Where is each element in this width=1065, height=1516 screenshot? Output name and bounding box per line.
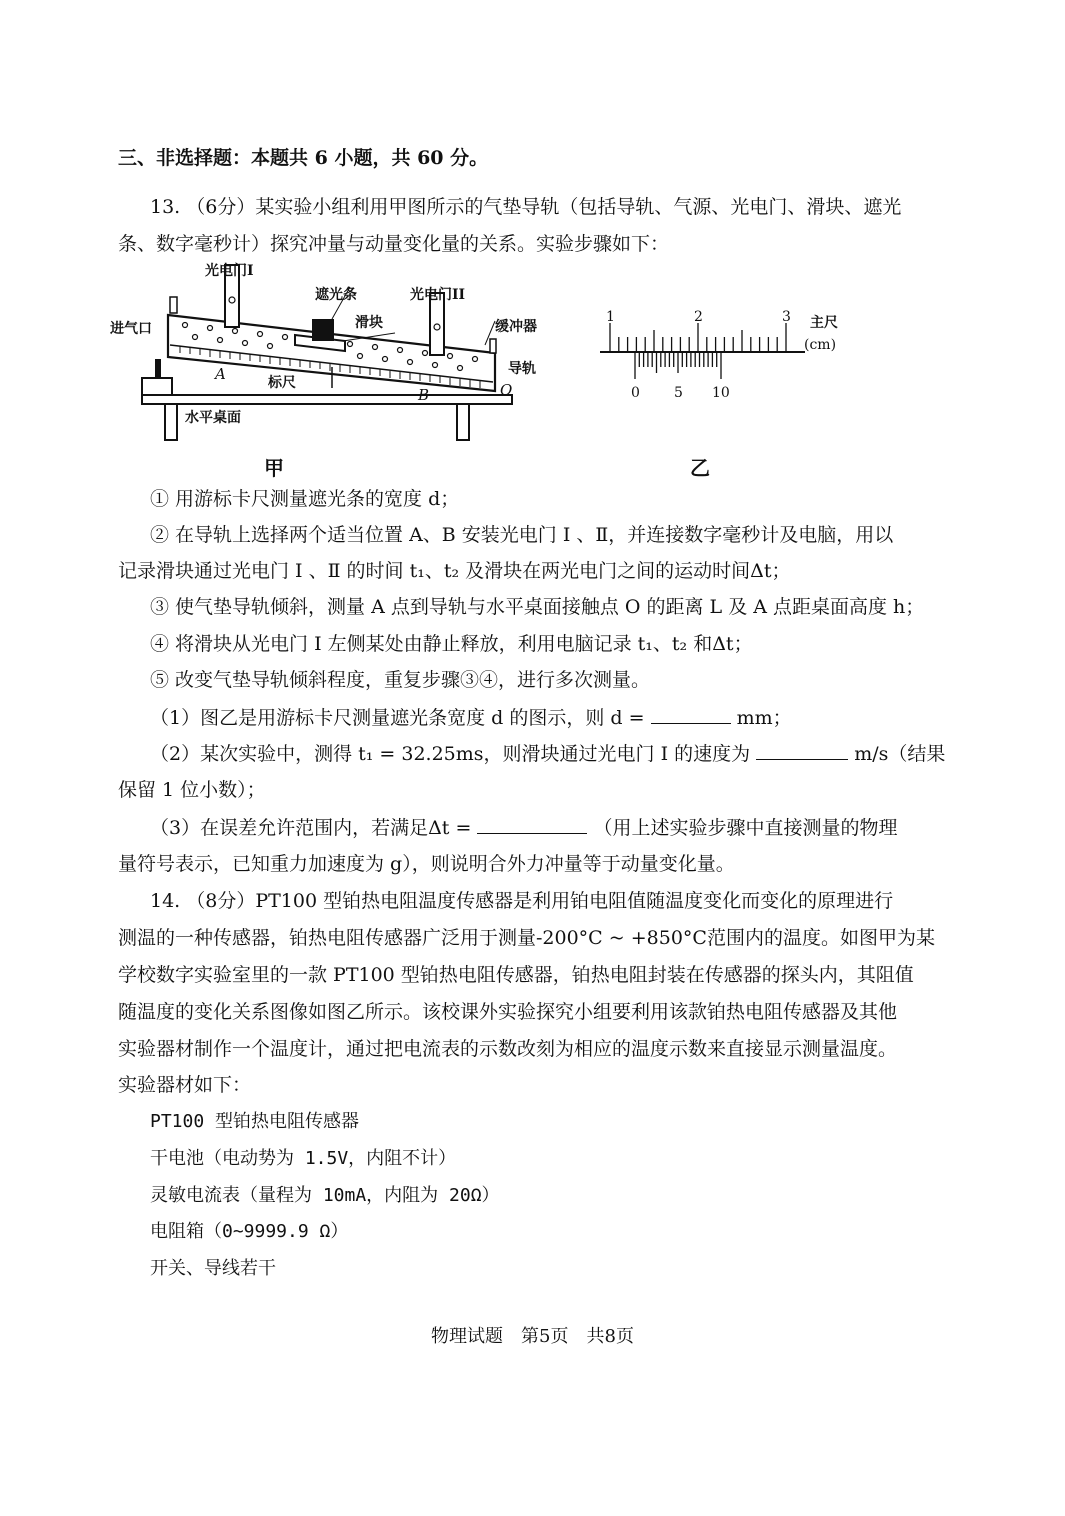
page-footer: 物理试题 第5页 共8页	[431, 1326, 634, 1347]
q13-step-1: ① 用游标卡尺测量遮光条的宽度 d；	[150, 488, 460, 510]
label-scale: 标尺	[268, 375, 296, 391]
q13-intro-line-2: 条、数字毫秒计）探究冲量与动量变化量的关系。实验步骤如下：	[118, 233, 670, 255]
figure-jia-air-track	[100, 255, 560, 445]
main-tick-1: 1	[606, 309, 615, 325]
q13-step-2: ② 在导轨上选择两个适当位置 A、B 安装光电门 Ⅰ 、Ⅱ，并连接数字毫秒计及电脑，用以	[150, 524, 894, 546]
vernier-tick-0: 0	[631, 385, 640, 401]
section-title: 三、非选择题：本题共 6 小题，共 60 分。	[118, 147, 489, 169]
q13-sub1-unit: mm；	[736, 707, 792, 729]
q13-sub3	[150, 815, 898, 840]
label-point-o: O	[500, 381, 513, 399]
q14-line-3: 学校数字实验室里的一款 PT100 型铂热电阻传感器，铂热电阻封装在传感器的探头内，其阻值	[118, 964, 914, 986]
q14-line-5: 实验器材制作一个温度计，通过把电流表的示数改刻为相应的温度示数来直接显示测量温度。	[118, 1038, 898, 1060]
answer-blank-d[interactable]	[651, 705, 731, 724]
equipment-item-3: 灵敏电流表（量程为 10mA，内阻为 20Ω）	[150, 1185, 500, 1206]
figure-yi-caption: 乙	[690, 456, 710, 480]
vernier-tick-5: 5	[674, 385, 683, 401]
label-table: 水平桌面	[185, 410, 241, 426]
q13-intro-line-1: 13. （6分）某实验小组利用甲图所示的气垫导轨（包括导轨、气源、光电门、滑块、遮光	[150, 196, 902, 218]
q13-step-2-cont: 记录滑块通过光电门 Ⅰ 、Ⅱ 的时间 t₁、t₂ 及滑块在两光电门之间的运动时间Δt；	[118, 560, 791, 582]
label-rail: 导轨	[508, 361, 536, 377]
q13-sub2-text: （2）某次实验中，测得 t₁ = 32.25ms，则滑块通过光电门 Ⅰ 的速度为	[150, 743, 751, 765]
main-scale-unit: (cm)	[804, 337, 837, 353]
q14-line-2: 测温的一种传感器，铂热电阻传感器广泛用于测量-200°C ~ +850°C范围内的温度。如图甲为某	[118, 927, 935, 949]
q13-sub2-cont: 保留 1 位小数）；	[118, 779, 266, 801]
label-buffer: 缓冲器	[495, 319, 537, 335]
label-point-b: B	[418, 386, 430, 404]
q13-sub2-unit: m/s（结果	[854, 743, 946, 765]
q13-sub1	[150, 705, 792, 730]
q13-step-5: ⑤ 改变气垫导轨倾斜程度，重复步骤③④，进行多次测量。	[150, 669, 651, 691]
answer-blank-delta-t[interactable]	[477, 815, 587, 834]
vernier-tick-10: 10	[712, 385, 730, 401]
q13-sub3-tail: （用上述实验步骤中直接测量的物理	[593, 817, 898, 839]
answer-blank-velocity[interactable]	[756, 741, 848, 760]
equipment-item-1: PT100 型铂热电阻传感器	[150, 1111, 360, 1132]
figure-yi-vernier	[590, 305, 870, 405]
label-gate1: 光电门I	[205, 263, 254, 279]
label-gate2: 光电门II	[410, 287, 466, 303]
q13-step-4: ④ 将滑块从光电门 Ⅰ 左侧某处由静止释放，利用电脑记录 t₁、t₂ 和Δt；	[150, 633, 753, 655]
q14-line-4: 随温度的变化关系图像如图乙所示。该校课外实验探究小组要利用该款铂热电阻传感器及其他	[118, 1001, 898, 1023]
equipment-item-4: 电阻箱（0~9999.9 Ω）	[150, 1221, 349, 1242]
label-point-a: A	[215, 365, 226, 383]
q13-sub2	[150, 741, 945, 766]
q13-sub3-text: （3）在误差允许范围内，若满足Δt =	[150, 817, 472, 839]
label-slider: 滑块	[355, 315, 383, 331]
q13-sub3-cont: 量符号表示，已知重力加速度为 g），则说明合外力冲量等于动量变化量。	[118, 853, 735, 875]
main-tick-3: 3	[782, 309, 791, 325]
main-tick-2: 2	[694, 309, 703, 325]
q13-step-3: ③ 使气垫导轨倾斜，测量 A 点到导轨与水平桌面接触点 O 的距离 L 及 A 点距桌面高度 h；	[150, 596, 925, 618]
main-scale-label: 主尺	[810, 315, 838, 331]
equipment-item-2: 干电池（电动势为 1.5V，内阻不计）	[150, 1148, 457, 1169]
q14-line-1: 14. （8分）PT100 型铂热电阻温度传感器是利用铂电阻值随温度变化而变化的原理进行	[150, 890, 894, 912]
equipment-item-5: 开关、导线若干	[150, 1258, 276, 1279]
label-shade: 遮光条	[315, 287, 357, 303]
label-inlet: 进气口	[110, 321, 152, 337]
figure-jia-caption: 甲	[264, 456, 284, 480]
q14-line-6: 实验器材如下：	[118, 1074, 252, 1096]
q13-sub1-text: （1）图乙是用游标卡尺测量遮光条宽度 d 的图示，则 d =	[150, 707, 645, 729]
